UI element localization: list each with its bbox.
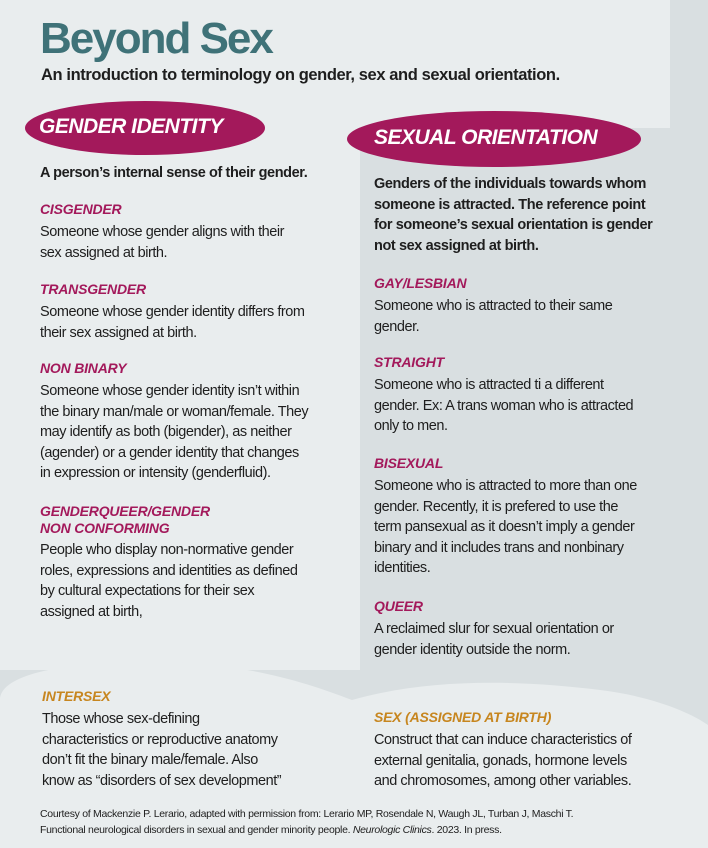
term-definition	[40, 381, 360, 484]
term-gay-lesbian	[374, 275, 694, 337]
definition-line: Someone who is attracted to their same	[374, 298, 613, 314]
credit-text: . 2023. In press.	[431, 824, 502, 836]
definition-line: Someone who is attracted ti a different	[374, 377, 604, 393]
term-definition	[42, 709, 342, 791]
term-definition	[374, 730, 704, 792]
definition-line: know as “disorders of sex development”	[42, 772, 282, 789]
term-definition	[374, 476, 699, 579]
definition-line: People who display non-normative gender	[40, 542, 294, 558]
term-label: NON BINARY	[40, 360, 127, 376]
page-title: Beyond Sex	[40, 14, 272, 63]
definition-line: A reclaimed slur for sexual orientation or	[374, 621, 614, 637]
source-credit	[40, 806, 680, 838]
definition-line: identities.	[374, 560, 431, 576]
definition-line: Someone whose gender aligns with their	[40, 224, 285, 240]
credit-line	[40, 822, 680, 838]
definition-line: don’t fit the binary male/female. Also	[42, 752, 258, 768]
definition-line: Those whose sex-defining	[42, 711, 200, 727]
credit-text: Functional neurological disorders in sexual and gender minority people.	[40, 824, 353, 836]
definition-line: gender. Recently, it is prefered to use the	[374, 498, 618, 515]
term-bisexual	[374, 455, 699, 579]
term-definition	[374, 375, 694, 437]
intro-line: someone is attracted. The reference point	[374, 196, 646, 213]
definition-line: (agender) or a gender identity that changes	[40, 444, 299, 461]
term-label-line: NON CONFORMING	[40, 520, 170, 536]
definition-line: gender identity outside the norm.	[374, 641, 571, 658]
intro-line: not sex assigned at birth.	[374, 237, 539, 254]
sexual-orientation-heading: SEXUAL ORIENTATION	[374, 126, 598, 149]
definition-line: roles, expressions and identities as defined	[40, 562, 298, 579]
term-sex-assigned-at-birth	[374, 709, 704, 792]
term-non-binary	[40, 360, 360, 484]
definition-line: Someone whose gender identity isn’t within	[40, 383, 300, 399]
definition-line: term pansexual as it doesn’t imply a gender	[374, 519, 635, 535]
term-label: QUEER	[374, 598, 423, 614]
gender-identity-heading: GENDER IDENTITY	[39, 115, 223, 138]
term-straight	[374, 354, 694, 437]
intro-line: Genders of the individuals towards whom	[374, 176, 647, 192]
definition-line: Someone whose gender identity differs from	[40, 304, 305, 320]
definition-line: in expression or intensity (genderfluid).	[40, 465, 271, 481]
definition-line: Construct that can induce characteristics of	[374, 732, 632, 748]
intro-line: for someone’s sexual orientation is gender	[374, 217, 653, 233]
term-genderqueer	[40, 503, 360, 622]
definition-line: by cultural expectations for their sex	[40, 583, 255, 599]
term-transgender	[40, 281, 360, 343]
definition-line: only to men.	[374, 418, 448, 434]
term-label: BISEXUAL	[374, 455, 444, 471]
definition-line: characteristics or reproductive anatomy	[42, 731, 278, 748]
term-label: INTERSEX	[42, 688, 111, 704]
term-label: STRAIGHT	[374, 354, 444, 370]
credit-journal: Neurologic Clinics	[352, 824, 432, 836]
credit-line: Courtesy of Mackenzie P. Lerario, adapted with permission from: Lerario MP, Rosendale N, Waugh JL, Turban J, Maschi T.	[40, 808, 574, 820]
definition-line: may identify as both (bigender), as neither	[40, 424, 292, 440]
definition-line: assigned at birth,	[40, 603, 143, 620]
definition-line: Someone who is attracted to more than one	[374, 478, 637, 494]
term-label: GAY/LESBIAN	[374, 275, 467, 291]
term-definition	[374, 619, 694, 660]
definition-line: gender. Ex: A trans woman who is attracted	[374, 397, 634, 414]
term-cisgender	[40, 201, 350, 263]
page-subtitle: An introduction to terminology on gender, sex and sexual orientation.	[41, 66, 560, 84]
definition-line: sex assigned at birth.	[40, 244, 168, 261]
gender-identity-intro: A person’s internal sense of their gender.	[40, 165, 308, 181]
term-definition	[374, 296, 694, 337]
term-intersex	[42, 688, 342, 791]
term-definition	[40, 302, 360, 343]
term-definition	[40, 540, 360, 622]
definition-line: external genitalia, gonads, hormone levels	[374, 752, 627, 769]
term-label: CISGENDER	[40, 201, 122, 217]
definition-line: binary and it includes trans and nonbinary	[374, 539, 624, 556]
term-label	[40, 503, 360, 537]
definition-line: gender.	[374, 318, 420, 335]
definition-line: and chromosomes, among other variables.	[374, 773, 632, 789]
term-label-line: GENDERQUEER/GENDER	[40, 503, 210, 519]
definition-line: the binary man/male or woman/female. They	[40, 403, 309, 420]
sexual-orientation-intro	[374, 174, 694, 256]
term-definition	[40, 222, 350, 263]
definition-line: their sex assigned at birth.	[40, 324, 197, 341]
term-queer	[374, 598, 694, 660]
term-label: SEX (ASSIGNED AT BIRTH)	[374, 709, 552, 725]
term-label: TRANSGENDER	[40, 281, 146, 297]
